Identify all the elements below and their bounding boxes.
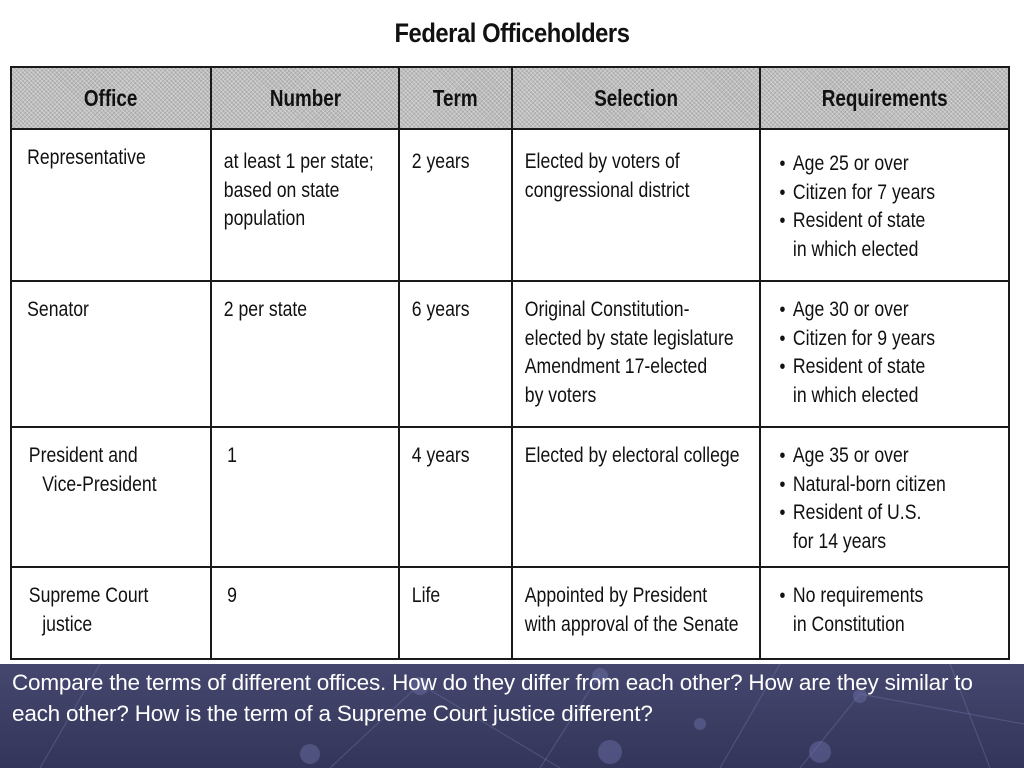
header-requirements-label: Requirements	[821, 84, 948, 111]
caption-banner	[0, 664, 1024, 768]
header-number	[211, 67, 399, 129]
selection-line: congressional district	[524, 178, 690, 202]
cell-requirements	[760, 427, 1009, 567]
requirements-list	[779, 296, 1024, 410]
cell-office	[11, 567, 211, 659]
cell-number	[211, 281, 399, 427]
cell-number	[211, 129, 399, 281]
selection-line: Appointed by President	[524, 584, 708, 607]
requirements-list	[779, 582, 1024, 639]
term-value: Life	[411, 584, 441, 607]
number-line: 1	[227, 444, 237, 467]
cell-term	[399, 567, 512, 659]
table-row	[11, 427, 1009, 567]
cell-term	[399, 129, 512, 281]
table-row	[11, 129, 1009, 281]
cell-requirements	[760, 281, 1009, 427]
selection-line: Elected by electoral college	[524, 444, 740, 467]
office-line: justice	[42, 612, 93, 636]
header-office	[11, 67, 211, 129]
office-line: Senator	[27, 298, 89, 321]
cell-term	[399, 281, 512, 427]
number-line: 2 per state	[223, 298, 308, 321]
cell-selection	[512, 427, 760, 567]
header-requirements	[760, 67, 1009, 129]
cell-office	[11, 281, 211, 427]
number-line: 9	[227, 584, 237, 607]
table-header-row	[11, 67, 1009, 129]
office-line: President and	[28, 444, 138, 467]
slide-title: Federal Officeholders	[394, 18, 630, 48]
selection-line: by voters	[524, 383, 597, 407]
cell-number	[211, 427, 399, 567]
office-line: Vice-President	[42, 472, 157, 496]
cell-selection	[512, 281, 760, 427]
number-line: population	[223, 207, 306, 230]
cell-office	[11, 129, 211, 281]
requirements-list	[779, 442, 1024, 556]
discussion-question: Compare the terms of different offices. How do they differ from each other? How are they similar to each other? How is the term of a Supreme Court justice different?	[12, 670, 973, 726]
selection-line: with approval of the Senate	[524, 612, 739, 636]
cell-number	[211, 567, 399, 659]
requirement-item: • Age 35 or over	[779, 442, 1024, 471]
cell-selection	[512, 129, 760, 281]
header-term-label: Term	[433, 84, 478, 111]
officeholders-table-container	[10, 66, 1008, 652]
table-row	[11, 567, 1009, 659]
table-row	[11, 281, 1009, 427]
cell-requirements	[760, 129, 1009, 281]
requirement-item: • Resident of state in which elected	[779, 353, 935, 410]
requirement-item: • Resident of state in which elected	[779, 207, 935, 264]
term-value: 2 years	[411, 150, 470, 173]
requirement-item: • Resident of U.S. for 14 years	[779, 499, 935, 556]
requirement-item: • No requirements in Constitution	[779, 582, 935, 639]
office-line: Representative	[27, 146, 146, 169]
term-value: 4 years	[411, 444, 470, 467]
header-selection-label: Selection	[594, 84, 678, 111]
selection-line: Amendment 17-elected	[524, 355, 708, 378]
cell-office	[11, 427, 211, 567]
number-line: based on state	[223, 178, 340, 202]
selection-line: elected by state legislature	[524, 326, 734, 350]
header-office-label: Office	[84, 84, 138, 111]
header-selection	[512, 67, 760, 129]
requirement-item: • Natural-born citizen	[779, 471, 1024, 500]
requirement-item: • Age 25 or over	[779, 150, 1024, 179]
office-line: Supreme Court	[28, 584, 149, 607]
header-number-label: Number	[269, 84, 341, 111]
requirement-item: • Citizen for 9 years	[779, 325, 1024, 354]
requirement-item: • Age 30 or over	[779, 296, 1024, 325]
cell-term	[399, 427, 512, 567]
cell-requirements	[760, 567, 1009, 659]
requirement-item: • Citizen for 7 years	[779, 179, 1024, 208]
selection-line: Elected by voters of	[524, 150, 680, 173]
term-value: 6 years	[411, 298, 470, 321]
header-term	[399, 67, 512, 129]
requirements-list	[779, 150, 1024, 264]
officeholders-table	[10, 66, 1010, 660]
selection-line: Original Constitution-	[524, 298, 690, 321]
cell-selection	[512, 567, 760, 659]
number-line: at least 1 per state;	[223, 150, 374, 173]
